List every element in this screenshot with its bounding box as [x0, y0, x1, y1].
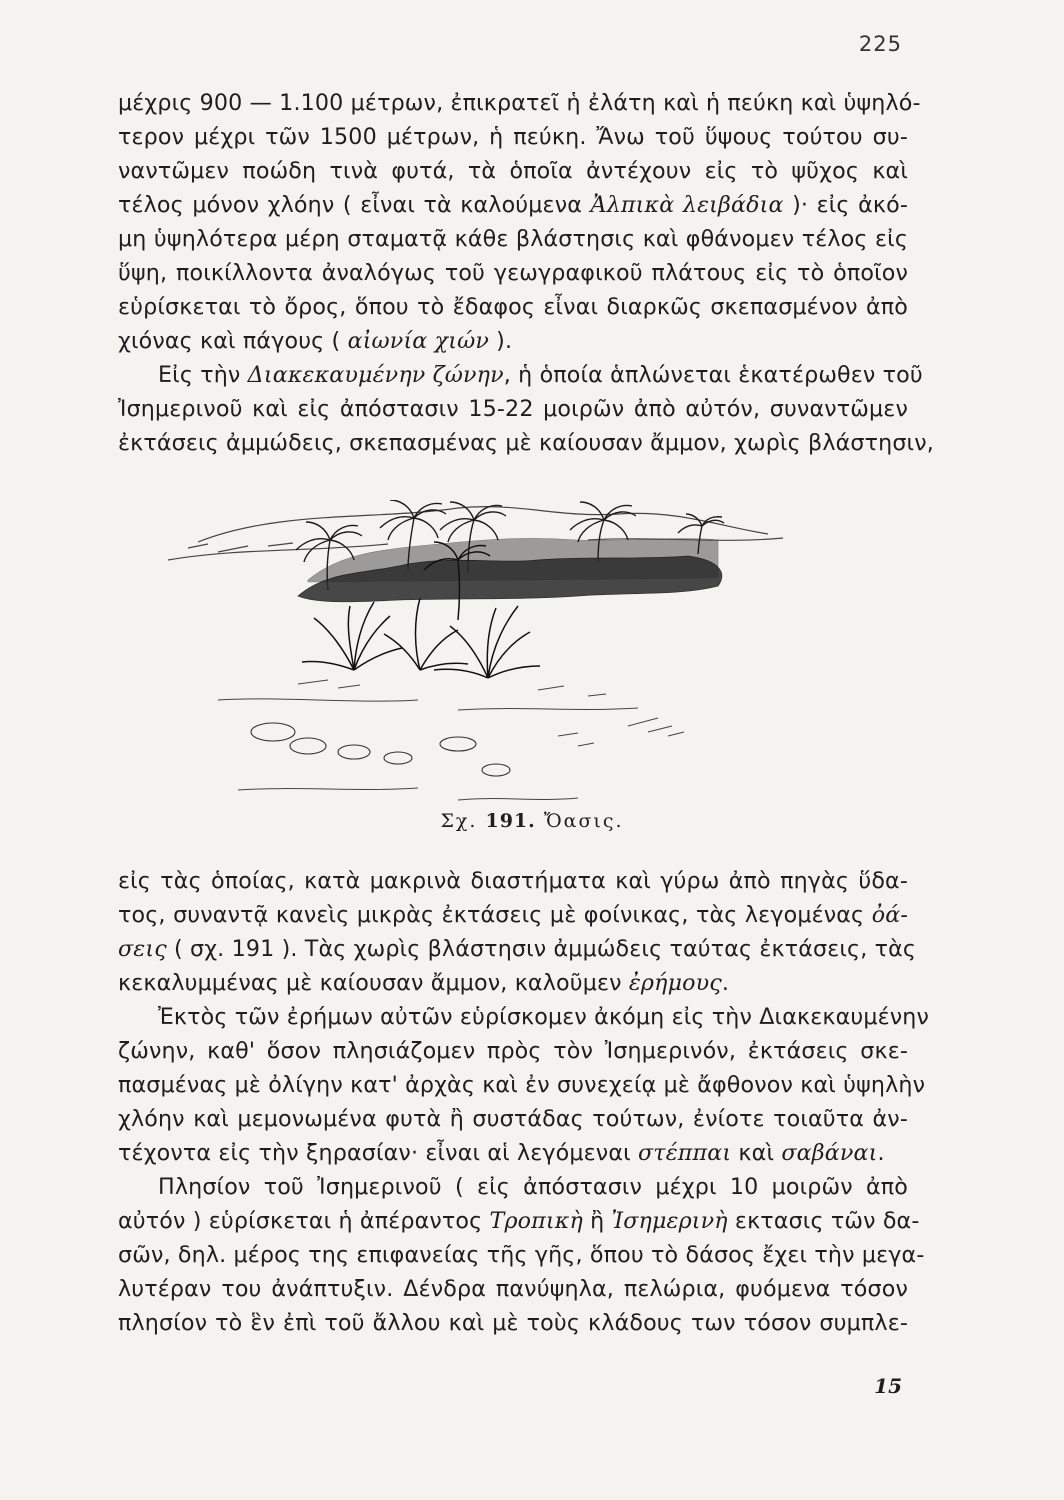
- italic-term: Ἰσημερινὴ: [611, 1208, 728, 1234]
- text-run: Ἐκτὸς τῶν ἐρήμων αὐτῶν εὑρίσκομεν ἀκόμη εἰς τὴν Διακεκαυμένην: [158, 1004, 930, 1030]
- italic-term: ὀά-: [871, 902, 908, 928]
- italic-term: Ἀλπικὰ λειβάδια: [590, 192, 784, 218]
- text-run: καὶ: [731, 1140, 782, 1166]
- figure-number: 191.: [485, 810, 536, 832]
- text-run: τέλος μόνον χλόην ( εἶναι τὰ καλούμενα: [118, 192, 591, 218]
- text-line: [118, 932, 917, 966]
- text-run: ζώνην, καθ' ὅσον πλησιάζομεν πρὸς τὸν Ἰσημερινόν, ἐκτάσεις σκε-: [118, 1038, 908, 1064]
- text-line: [118, 154, 908, 188]
- text-line: [118, 324, 908, 358]
- text-line: [118, 120, 908, 154]
- text-line: [118, 1000, 930, 1034]
- figure-label: Σχ.: [440, 810, 478, 832]
- text-line: [118, 1068, 926, 1102]
- text-run: μέχρις 900 — 1.100 μέτρων, ἐπικρατεῖ ἡ ἐλάτη καὶ ἡ πεύκη καὶ ὑψηλό-: [118, 90, 921, 116]
- text-line: [118, 1170, 908, 1204]
- text-run: , ἡ ὁποία ἁπλώνεται ἑκατέρωθεν τοῦ: [503, 362, 923, 388]
- figure-caption: [0, 810, 1064, 832]
- text-line: [118, 392, 908, 426]
- text-block-top: [118, 86, 934, 460]
- text-run: σῶν, δηλ. μέρος της επιφανείας τῆς γῆς, ὅπου τὸ δάσος ἔχει τὴν μεγα-: [118, 1242, 925, 1268]
- italic-term: σαβάναι: [781, 1140, 878, 1166]
- text-line: [118, 1272, 908, 1306]
- text-run: εκτασις τῶν δα-: [727, 1208, 920, 1234]
- text-line: [118, 256, 908, 290]
- page-number: 225: [858, 32, 902, 56]
- text-line: [118, 358, 923, 392]
- text-run: τος, συναντᾷ κανεὶς μικρὰς ἐκτάσεις μὲ φοίνικας, τὰς λεγομένας: [118, 902, 872, 928]
- text-run: Εἰς τὴν: [158, 362, 248, 388]
- text-run: χλόην καὶ μεμονωμένα φυτὰ ἢ συστάδας τούτων, ἐνίοτε τοιαῦτα ἀν-: [118, 1106, 908, 1132]
- text-run: ( σχ. 191 ). Τὰς χωρὶς βλάστησιν ἀμμώδεις ταύτας ἐκτάσεις, τὰς: [166, 936, 917, 962]
- text-run: εἰς τὰς ὁποίας, κατὰ μακρινὰ διαστήματα καὶ γύρω ἀπὸ πηγὰς ὕδα-: [118, 868, 908, 894]
- text-run: μη ὑψηλότερα μέρη σταματᾷ κάθε βλάστησις καὶ φθάνομεν τέλος εἰς: [118, 226, 908, 252]
- text-run: ναντῶμεν ποώδη τινὰ φυτά, τὰ ὁποῖα ἀντέχουν εἰς τὸ ψῦχος καὶ: [118, 158, 908, 184]
- rocks-and-sand: [251, 723, 510, 776]
- text-line: [118, 1034, 908, 1068]
- text-line: [118, 86, 921, 120]
- text-line: [118, 426, 934, 460]
- text-line: [118, 1204, 920, 1238]
- text-line: [118, 898, 908, 932]
- text-line: [118, 1102, 908, 1136]
- text-line: [118, 966, 908, 1000]
- text-run: Ἰσημερινοῦ καὶ εἰς ἀπόστασιν 15-22 μοιρῶν ἀπὸ αὐτόν, συναντῶμεν: [118, 396, 908, 422]
- text-line: [118, 1238, 925, 1272]
- italic-term: Τροπικὴ: [489, 1208, 583, 1234]
- text-run: πλησίον τὸ ἓν ἐπὶ τοῦ ἄλλου καὶ μὲ τοὺς κλάδους των τόσον συμπλε-: [118, 1310, 908, 1336]
- text-run: χιόνας καὶ πάγους (: [118, 328, 348, 354]
- text-line: [118, 1306, 908, 1340]
- text-line: [118, 290, 908, 324]
- text-run: κεκαλυμμένας μὲ καίουσαν ἄμμον, καλοῦμεν: [118, 970, 629, 996]
- text-run: ).: [488, 328, 513, 354]
- text-run: εὑρίσκεται τὸ ὄρος, ὅπου τὸ ἔδαφος εἶναι διαρκῶς σκεπασμένον ἀπὸ: [118, 294, 908, 320]
- text-run: ἐκτάσεις ἀμμώδεις, σκεπασμένας μὲ καίουσαν ἄμμον, χωρὶς βλάστησιν,: [118, 430, 934, 456]
- text-run: λυτέραν του ἀνάπτυξιν. Δένδρα πανύψηλα, πελώρια, φυόμενα τόσον: [118, 1276, 908, 1302]
- text-run: )· εἰς ἀκό-: [783, 192, 908, 218]
- italic-term: στέππαι: [638, 1140, 732, 1166]
- signature-mark: 15: [874, 1374, 902, 1398]
- text-run: .: [877, 1140, 885, 1166]
- text-run: πασμένας μὲ ὀλίγην κατ' ἀρχὰς καὶ ἐν συνεχείᾳ μὲ ἄφθονον καὶ ὑψηλὴν: [118, 1072, 926, 1098]
- oasis-illustration: [158, 500, 798, 820]
- italic-term: σεις: [118, 936, 167, 962]
- text-run: τέχοντα εἰς τὴν ξηρασίαν· εἶναι αἱ λεγόμεναι: [118, 1140, 638, 1166]
- text-run: Πλησίον τοῦ Ἰσημερινοῦ ( εἰς ἀπόστασιν μέχρι 10 μοιρῶν ἀπὸ: [158, 1174, 908, 1200]
- text-run: ἢ: [582, 1208, 612, 1234]
- text-line: [118, 1136, 908, 1170]
- text-line: [118, 864, 908, 898]
- text-run: τερον μέχρι τῶν 1500 μέτρων, ἡ πεύκη. Ἄνω τοῦ ὕψους τούτου συ-: [118, 124, 908, 150]
- figure-title: Ὄασις.: [543, 810, 624, 832]
- text-run: ὕψη, ποικίλλοντα ἀναλόγως τοῦ γεωγραφικοῦ πλάτους εἰς τὸ ὁποῖον: [118, 260, 908, 286]
- text-run: .: [721, 970, 730, 996]
- text-run: αὐτόν ) εὑρίσκεται ἡ ἀπέραντος: [118, 1208, 490, 1234]
- text-line: [118, 188, 908, 222]
- italic-term: αἰωνία χιών: [347, 328, 489, 354]
- italic-term: ἐρήμους: [628, 970, 722, 996]
- text-line: [118, 222, 908, 256]
- text-block-bottom: [118, 864, 930, 1340]
- italic-term: Διακεκαυμένην ζώνην: [247, 362, 504, 388]
